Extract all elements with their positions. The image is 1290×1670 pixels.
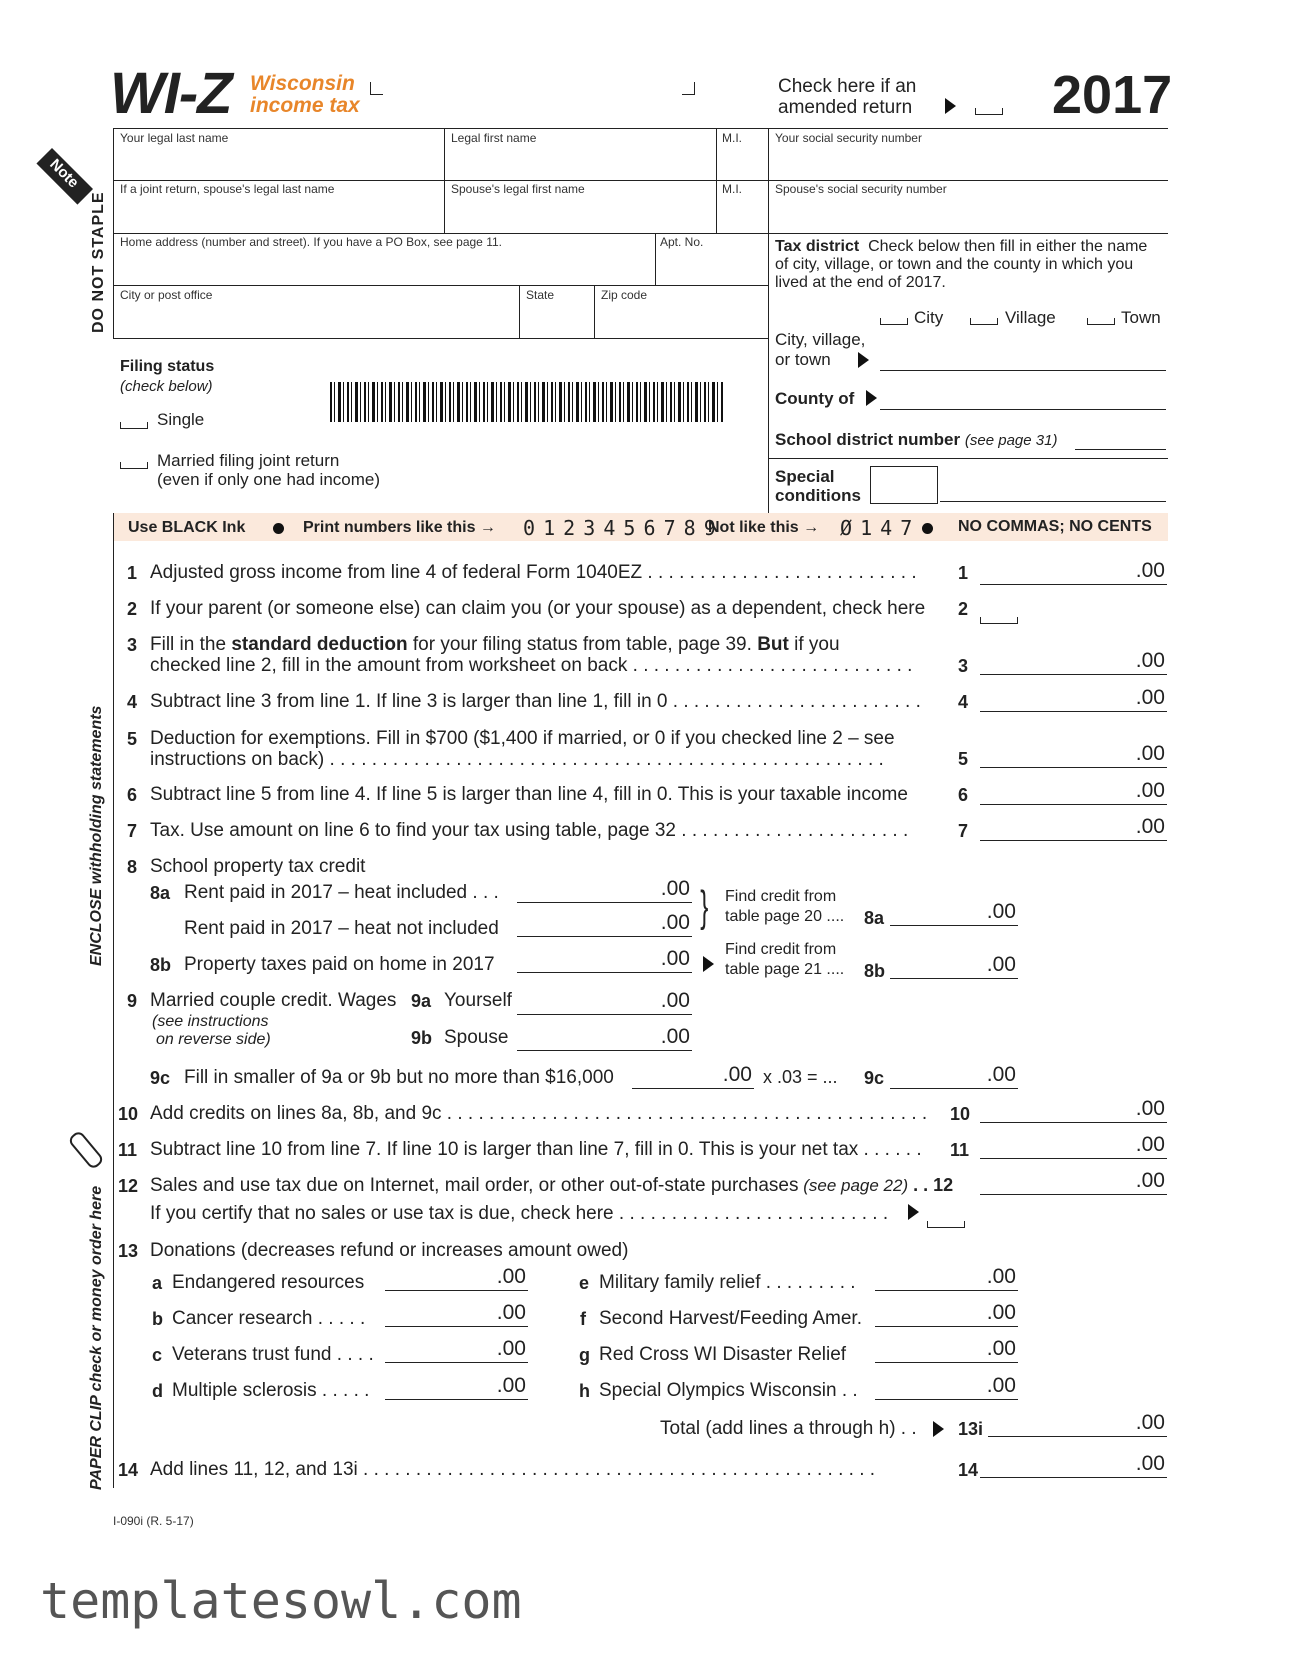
tax-district-text-2: of city, village, or town and the county in which you	[775, 256, 1134, 273]
line-9c-amount[interactable]	[890, 1063, 1018, 1089]
cents: .00	[660, 911, 690, 934]
rule	[768, 128, 769, 513]
wages-spouse-amount[interactable]	[517, 1025, 692, 1051]
rule	[444, 128, 445, 233]
brace-icon: }	[700, 882, 709, 931]
line-13-text: Donations (decreases refund or increases amount owed)	[150, 1240, 629, 1261]
line-4-box: 4	[958, 692, 969, 712]
find-credit-8a-2: table page 20 ....	[725, 908, 845, 925]
line-13i-text: Total (add lines a through h) . .	[660, 1418, 917, 1439]
line-13-number: 13	[118, 1241, 139, 1261]
line-2-box: 2	[958, 599, 969, 619]
cancer-research-amount[interactable]	[385, 1301, 528, 1327]
married-label-1: Married filing joint return	[157, 451, 340, 470]
line-6-number: 6	[127, 785, 138, 805]
school-district-input[interactable]	[1075, 449, 1166, 450]
rule	[655, 233, 656, 285]
line-3-bold: But	[757, 634, 789, 655]
line-12-box: . . 12	[908, 1175, 954, 1195]
special-conditions-label-2: conditions	[775, 486, 861, 505]
village-option-label: Village	[1005, 308, 1056, 327]
veterans-trust-fund-amount[interactable]	[385, 1337, 528, 1363]
line-9c-text: Fill in smaller of 9a or 9b but no more than $16,000	[184, 1067, 614, 1088]
line-12-main: Sales and use tax due on Internet, mail order, or other out-of-state purchases	[150, 1175, 799, 1196]
line-3-amount[interactable]	[980, 649, 1167, 675]
note-label: Note	[46, 155, 82, 192]
line-13c-text: Veterans trust fund . . . .	[172, 1344, 374, 1365]
cents: .00	[1135, 1452, 1165, 1475]
line-13e-text: Military family relief . . . . . . . . .	[599, 1272, 856, 1293]
special-conditions-box[interactable]	[870, 466, 938, 504]
cents: .00	[986, 1301, 1016, 1324]
cents: .00	[660, 947, 690, 970]
rule	[113, 285, 768, 286]
line-6-amount[interactable]	[980, 779, 1167, 805]
note-tag	[36, 148, 93, 205]
line-11-number: 11	[118, 1140, 138, 1160]
bad-digits: Ø 1 4 7	[840, 516, 911, 540]
line-12-certify-text: If you certify that no sales or use tax is due, check here . . . . . . . . . . . . . . . . . . . . . . . . . .	[150, 1203, 889, 1224]
line-9-instructions-1: (see instructions	[152, 1013, 269, 1030]
line-4-number: 4	[127, 692, 138, 712]
tax-year: 2017	[1052, 65, 1173, 125]
line-3-text-1	[150, 634, 840, 656]
line-9c-wage-amount[interactable]	[632, 1063, 754, 1089]
ssn-field[interactable]: Your social security number	[775, 131, 922, 145]
city-field[interactable]: City or post office	[120, 288, 213, 302]
line-5-number: 5	[127, 729, 138, 749]
line-8-number: 8	[127, 857, 138, 877]
line-14-number: 14	[118, 1460, 139, 1480]
spouse-first-name-field[interactable]: Spouse's legal first name	[451, 182, 585, 196]
line-12-number: 12	[118, 1176, 139, 1196]
married-label-2: (even if only one had income)	[157, 470, 381, 489]
married-joint-checkbox[interactable]	[120, 462, 148, 469]
line-5-amount[interactable]	[980, 742, 1167, 768]
cents: .00	[496, 1337, 526, 1360]
line-8b-amount[interactable]	[890, 953, 1018, 979]
endangered-resources-amount[interactable]	[385, 1265, 528, 1291]
find-credit-8a-1: Find credit from	[725, 888, 837, 905]
watermark: templatesowl.com	[40, 1572, 522, 1630]
zip-field[interactable]: Zip code	[601, 288, 648, 302]
second-harvest-amount[interactable]	[875, 1301, 1018, 1327]
red-cross-amount[interactable]	[875, 1337, 1018, 1363]
arrow-icon	[945, 98, 956, 114]
line-9c-multiplier: x .03 = ...	[763, 1067, 838, 1087]
form-subtitle-1: Wisconsin	[250, 72, 355, 95]
city-village-town-input[interactable]	[880, 370, 1166, 371]
military-family-relief-amount[interactable]	[875, 1265, 1018, 1291]
arrow-icon	[858, 352, 869, 368]
line-14-text: Add lines 11, 12, and 13i . . . . . . . . . . . . . . . . . . . . . . . . . . . . . . . . . . . . . . . . . . . . . . . . .	[150, 1459, 876, 1480]
state-field[interactable]: State	[526, 288, 555, 302]
line-5-text-2: instructions on back) . . . . . . . . . . . . . . . . . . . . . . . . . . . . . . . . . . . . . . . . . . . . . . . . . . . . .	[150, 749, 884, 770]
line-14-amount[interactable]	[980, 1452, 1167, 1478]
cents: .00	[1135, 1133, 1165, 1156]
cents: .00	[986, 953, 1016, 976]
single-checkbox[interactable]	[120, 422, 148, 429]
line-13g-text: Red Cross WI Disaster Relief	[599, 1344, 847, 1365]
line-13h-text: Special Olympics Wisconsin . .	[599, 1380, 858, 1401]
line-2-number: 2	[127, 599, 138, 619]
line-2-checkbox[interactable]	[980, 617, 1018, 624]
line-3-box: 3	[958, 656, 969, 676]
town-option-label: Town	[1121, 308, 1161, 327]
mi-field[interactable]: M.I.	[722, 131, 742, 145]
line-7-amount[interactable]	[980, 815, 1167, 841]
amended-label-1: Check here if an	[778, 76, 917, 97]
line-9-number: 9	[127, 991, 138, 1011]
line-13h-letter: h	[579, 1381, 590, 1401]
city-village-town-label-2: or town	[775, 350, 831, 369]
first-name-field[interactable]: Legal first name	[451, 131, 537, 145]
line-13a-text: Endangered resources	[172, 1272, 365, 1293]
wages-yourself-amount[interactable]	[517, 989, 692, 1015]
arrow-icon	[703, 956, 714, 972]
cents: .00	[660, 1025, 690, 1048]
cents: .00	[722, 1063, 752, 1086]
multiple-sclerosis-amount[interactable]	[385, 1374, 528, 1400]
city-option-label: City	[914, 308, 944, 327]
county-input[interactable]	[880, 409, 1166, 410]
line-10-text: Add credits on lines 8a, 8b, and 9c . . . . . . . . . . . . . . . . . . . . . . . . . . . . . . . . . . . . . . . . . . . . . .	[150, 1103, 928, 1124]
special-conditions-input[interactable]	[940, 501, 1166, 502]
rule	[716, 128, 717, 233]
line-14-box: 14	[958, 1460, 979, 1480]
tax-district-text-3: lived at the end of 2017.	[775, 274, 946, 291]
cents: .00	[496, 1374, 526, 1397]
line-8b-text: Property taxes paid on home in 2017	[184, 954, 495, 975]
line-3-part: if you	[788, 634, 840, 655]
cents: .00	[660, 989, 690, 1012]
line-8b-number: 8b	[150, 955, 172, 975]
line-2-text: If your parent (or someone else) can claim you (or your spouse) as a dependent, check here	[150, 598, 926, 619]
amended-label-2: amended return	[778, 97, 913, 118]
line-11-box: 11	[950, 1140, 970, 1160]
form-code: I-090i (R. 5-17)	[113, 1514, 194, 1528]
rule	[113, 233, 1168, 234]
cents: .00	[1135, 742, 1165, 765]
cents: .00	[1135, 1097, 1165, 1120]
address-field[interactable]: Home address (number and street). If you have a PO Box, see page 11.	[120, 235, 502, 249]
line-8b-box: 8b	[864, 961, 886, 981]
corner-mark-left	[370, 82, 383, 95]
school-district-note: (see page 31)	[964, 432, 1058, 449]
rent-heat-not-included-amount[interactable]	[517, 911, 692, 937]
line-8a-text-2: Rent paid in 2017 – heat not included	[184, 918, 499, 939]
line-8a-number: 8a	[150, 883, 171, 903]
line-13a-letter: a	[152, 1273, 163, 1293]
corner-mark-right	[682, 82, 695, 95]
line-1-text: Adjusted gross income from line 4 of federal Form 1040EZ . . . . . . . . . . . . . . . . . . . . . . . . . .	[150, 562, 917, 583]
cents: .00	[1135, 1411, 1165, 1434]
find-credit-8b-1: Find credit from	[725, 941, 837, 958]
special-conditions-label-1: Special	[775, 467, 835, 486]
village-checkbox[interactable]	[970, 318, 998, 325]
bullet-icon	[273, 523, 284, 534]
find-credit-8b-2: table page 21 ....	[725, 961, 845, 978]
cents: .00	[1135, 779, 1165, 802]
line-7-number: 7	[127, 821, 138, 841]
rule	[113, 338, 768, 339]
line-12-amount[interactable]	[980, 1169, 1167, 1195]
line-5-text-1: Deduction for exemptions. Fill in $700 ($1,400 if married, or 0 if you checked line 2 – see	[150, 728, 895, 749]
cents: .00	[1135, 649, 1165, 672]
rule	[113, 513, 114, 1488]
amended-checkbox[interactable]	[975, 108, 1003, 115]
rule	[768, 458, 1168, 459]
barcode	[330, 382, 725, 422]
apt-field[interactable]: Apt. No.	[660, 235, 704, 249]
paper-clip-label: PAPER CLIP check or money order here	[88, 1185, 105, 1490]
enclose-label: ENCLOSE withholding statements	[88, 705, 105, 966]
line-5-box: 5	[958, 749, 969, 769]
rule	[113, 180, 1168, 181]
line-7-box: 7	[958, 821, 969, 841]
form-name: WI-Z	[110, 61, 232, 126]
rule	[519, 285, 520, 338]
line-10-box: 10	[950, 1104, 971, 1124]
paper-clip-icon	[67, 1130, 105, 1171]
spouse-last-name-field[interactable]: If a joint return, spouse's legal last name	[120, 182, 335, 196]
line-12-text	[150, 1175, 953, 1197]
city-village-town-label-1: City, village,	[775, 330, 866, 349]
last-name-field[interactable]: Your legal last name	[120, 131, 229, 145]
cents: .00	[660, 877, 690, 900]
line-13c-letter: c	[152, 1345, 163, 1365]
line-8a-amount[interactable]	[890, 900, 1018, 926]
property-taxes-amount[interactable]	[517, 947, 692, 973]
line-1-box: 1	[958, 563, 969, 583]
school-district-label	[775, 430, 1057, 450]
rent-heat-included-amount[interactable]	[517, 877, 692, 903]
line-8a-text: Rent paid in 2017 – heat included . . .	[184, 882, 499, 903]
line-9-text: Married couple credit. Wages	[150, 990, 397, 1011]
print-like-label: Print numbers like this →	[303, 519, 496, 536]
line-3-part: for your filing status from table, page 39.	[407, 634, 758, 655]
no-commas-note: NO COMMAS; NO CENTS	[958, 518, 1152, 535]
no-sales-tax-checkbox[interactable]	[927, 1221, 965, 1228]
line-10-number: 10	[118, 1104, 139, 1124]
cents: .00	[1135, 815, 1165, 838]
line-4-text: Subtract line 3 from line 1. If line 3 is larger than line 1, fill in 0 . . . . . . . . . . . . . . . . . . . . . . . .	[150, 691, 921, 712]
line-11-text: Subtract line 10 from line 7. If line 10 is larger than line 7, fill in 0. This is your net tax . . . . . .	[150, 1139, 922, 1160]
line-11-amount[interactable]	[980, 1133, 1167, 1159]
line-3-number: 3	[127, 635, 138, 655]
not-like-label: Not like this →	[708, 519, 820, 536]
line-9c-number: 9c	[150, 1068, 171, 1088]
cents: .00	[986, 1374, 1016, 1397]
line-13e-letter: e	[579, 1273, 590, 1293]
line-9b-number: 9b	[411, 1028, 433, 1048]
cents: .00	[1135, 686, 1165, 709]
filing-status-sub: (check below)	[120, 378, 213, 395]
line-13g-letter: g	[579, 1345, 590, 1365]
county-label: County of	[775, 389, 855, 408]
tax-district-heading: Tax district	[775, 238, 860, 255]
line-4-amount[interactable]	[980, 686, 1167, 712]
cents: .00	[496, 1265, 526, 1288]
cents: .00	[986, 1063, 1016, 1086]
line-7-text: Tax. Use amount on line 6 to find your tax using table, page 32 . . . . . . . . . . . . . . . . . . . . . .	[150, 820, 909, 841]
arrow-icon	[908, 1204, 919, 1220]
cents: .00	[986, 1337, 1016, 1360]
town-checkbox[interactable]	[1087, 318, 1115, 325]
line-12-note: (see page 22)	[798, 1176, 909, 1195]
line-13f-text: Second Harvest/Feeding Amer.	[599, 1308, 862, 1329]
line-9c-box: 9c	[864, 1068, 885, 1088]
line-13i-amount[interactable]	[988, 1411, 1167, 1437]
line-1-number: 1	[127, 563, 138, 583]
do-not-staple-label: DO NOT STAPLE	[90, 191, 107, 333]
line-10-amount[interactable]	[980, 1097, 1167, 1123]
line-13d-text: Multiple sclerosis . . . . .	[172, 1380, 370, 1401]
cents: .00	[1135, 559, 1165, 582]
school-district-heading: School district number	[775, 430, 961, 449]
line-13b-letter: b	[152, 1309, 163, 1329]
line-8-text: School property tax credit	[150, 856, 366, 877]
line-1-amount[interactable]	[980, 559, 1167, 585]
spouse-ssn-field[interactable]: Spouse's social security number	[775, 182, 947, 196]
line-13d-letter: d	[152, 1381, 163, 1401]
city-checkbox[interactable]	[880, 318, 908, 325]
rule	[594, 285, 595, 338]
arrow-icon	[866, 390, 877, 406]
line-13i-box: 13i	[958, 1419, 984, 1439]
line-3-text-2: checked line 2, fill in the amount from worksheet on back . . . . . . . . . . . . . . . . . . . . . . . . . . .	[150, 655, 913, 676]
cents: .00	[1135, 1169, 1165, 1192]
line-6-box: 6	[958, 785, 969, 805]
form-subtitle-2: income tax	[250, 94, 360, 117]
line-9a-text: Yourself	[444, 990, 512, 1011]
filing-status-title: Filing status	[120, 358, 215, 375]
line-9a-number: 9a	[411, 991, 432, 1011]
rule	[113, 128, 1168, 129]
single-label: Single	[157, 410, 205, 429]
black-ink-note: Use BLACK Ink	[128, 519, 246, 536]
good-digits: 0 1 2 3 4 5 6 7 8 9	[523, 516, 714, 540]
line-13f-letter: f	[580, 1309, 586, 1329]
line-9b-text: Spouse	[444, 1027, 509, 1048]
tax-district-instructions: Check below then fill in either the name	[868, 238, 1148, 255]
line-3-part: Fill in the	[150, 634, 232, 655]
line-9-instructions-2: on reverse side)	[156, 1031, 271, 1048]
line-8a-box: 8a	[864, 908, 885, 928]
arrow-icon	[933, 1421, 944, 1437]
line-13b-text: Cancer research . . . . .	[172, 1308, 366, 1329]
tax-district-text-1	[775, 238, 1147, 256]
line-3-bold: standard deduction	[231, 634, 408, 655]
cents: .00	[986, 1265, 1016, 1288]
cents: .00	[496, 1301, 526, 1324]
bullet-icon	[922, 523, 933, 534]
special-olympics-amount[interactable]	[875, 1374, 1018, 1400]
spouse-mi-field[interactable]: M.I.	[722, 182, 742, 196]
line-6-text: Subtract line 5 from line 4. If line 5 is larger than line 4, fill in 0. This is your taxable income	[150, 784, 908, 805]
cents: .00	[986, 900, 1016, 923]
